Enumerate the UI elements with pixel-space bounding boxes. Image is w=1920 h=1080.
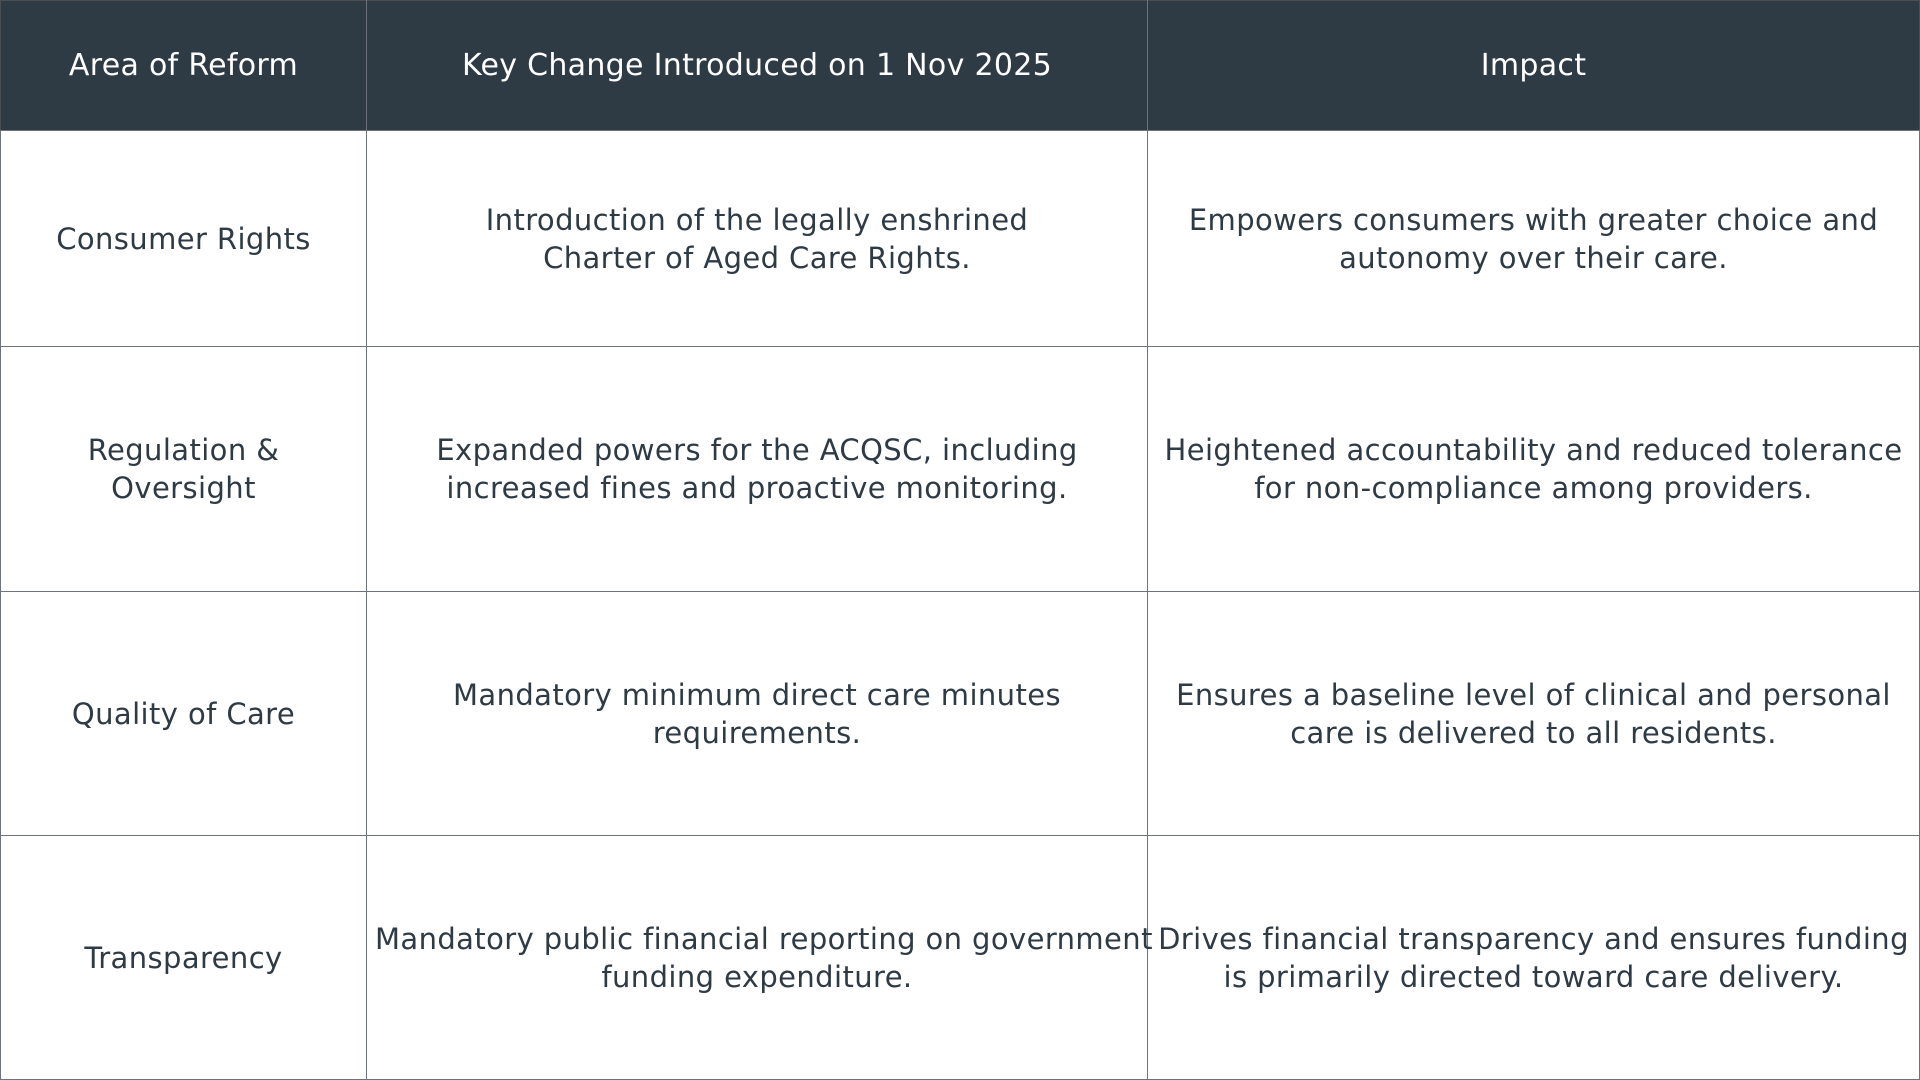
cell-line: Oversight [111, 471, 256, 505]
cell-line: Consumer Rights [56, 221, 311, 256]
table-header [1, 1, 1920, 131]
cell-line: funding expenditure. [601, 959, 913, 994]
table-row [1, 836, 1920, 1080]
cell-line: Regulation & [87, 433, 280, 467]
cell-line: Mandatory minimum direct care minutes [453, 677, 1061, 712]
cell-change [367, 347, 1148, 592]
table-row [1, 592, 1920, 836]
cell-line: is primarily directed toward care delivery. [1223, 959, 1844, 994]
cell-line: for non-compliance among providers. [1254, 471, 1813, 505]
cell-impact [1148, 836, 1920, 1080]
cell-change [367, 592, 1148, 836]
cell-area [1, 592, 367, 836]
header-key-change: Key Change Introduced on 1 Nov 2025 [367, 1, 1148, 131]
cell-impact [1148, 347, 1920, 592]
cell-line: Transparency [84, 940, 283, 975]
cell-line: increased fines and proactive monitoring. [446, 471, 1068, 505]
cell-area [1, 836, 367, 1080]
cell-line: Ensures a baseline level of clinical and personal [1176, 677, 1891, 712]
cell-line: Mandatory public financial reporting on government [375, 921, 1153, 956]
header-row [1, 1, 1920, 131]
cell-area [1, 347, 367, 592]
header-impact: Impact [1148, 1, 1920, 131]
cell-line: autonomy over their care. [1339, 240, 1728, 275]
cell-line: Heightened accountability and reduced tolerance [1164, 433, 1903, 467]
cell-line: Charter of Aged Care Rights. [543, 240, 971, 275]
table-row [1, 131, 1920, 347]
cell-area [1, 131, 367, 347]
header-area-of-reform: Area of Reform [1, 1, 367, 131]
cell-change [367, 836, 1153, 1080]
cell-line: Introduction of the legally enshrined [485, 202, 1029, 237]
cell-line: Expanded powers for the ACQSC, including [436, 433, 1078, 467]
cell-line: Drives financial transparency and ensures funding [1158, 921, 1909, 956]
cell-change [367, 131, 1148, 347]
table-body [1, 131, 1920, 1080]
cell-line: care is delivered to all residents. [1290, 715, 1777, 750]
cell-impact [1148, 131, 1920, 347]
cell-line: Quality of Care [71, 696, 296, 731]
cell-impact [1148, 592, 1920, 836]
cell-line: Empowers consumers with greater choice and [1188, 202, 1879, 237]
table-row [1, 347, 1920, 592]
cell-line: requirements. [652, 715, 862, 750]
